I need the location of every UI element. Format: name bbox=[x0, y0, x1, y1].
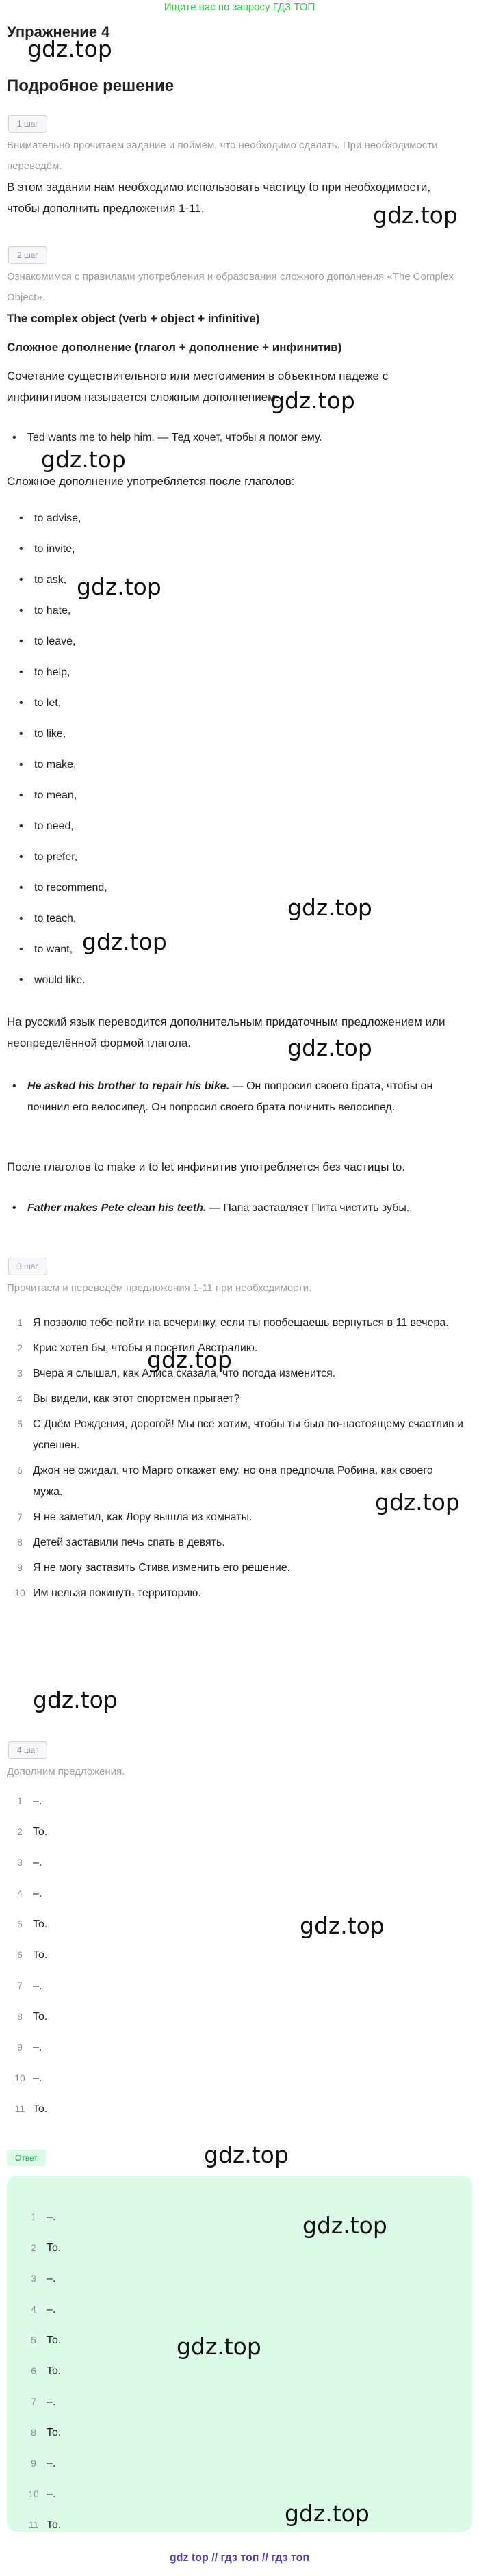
fill-number: 7 bbox=[17, 1980, 23, 1991]
watermark: gdz.top bbox=[300, 1912, 385, 1939]
fill-item bbox=[21, 2325, 61, 2356]
sentences-list bbox=[7, 1312, 465, 1608]
watermark: gdz.top bbox=[302, 2212, 387, 2239]
fill-answer: To. bbox=[33, 1826, 48, 1838]
fill-item bbox=[7, 1909, 47, 1940]
step-badge-4: 4 шаг bbox=[8, 1741, 47, 1759]
example-3-en: Father makes Pete clean his teeth. bbox=[27, 1202, 207, 1214]
watermark: gdz.top bbox=[270, 387, 355, 414]
fill-item bbox=[21, 2510, 61, 2540]
watermark: gdz.top bbox=[27, 36, 112, 62]
exercise-title: Упражнение 4 bbox=[7, 23, 110, 40]
fill-number: 4 bbox=[31, 2304, 36, 2315]
rule-heading-ru: Сложное дополнение (глагол + дополнение + инфинитив) bbox=[7, 341, 342, 354]
verb-item: • to prefer, bbox=[14, 842, 458, 872]
fill-answer: To. bbox=[33, 1918, 48, 1930]
sentence-item bbox=[7, 1583, 465, 1604]
verb-item: • to leave, bbox=[14, 626, 458, 657]
translation-note: На русский язык переводится дополнительным придаточным предложением или неопределённой формой глагола. bbox=[7, 1015, 445, 1050]
verb-item: • to make, bbox=[14, 749, 458, 780]
rule-definition: Сочетание существительного или местоимения в объектном падеже с инфинитивом называется сложным дополнением. bbox=[7, 369, 389, 404]
fill-item bbox=[21, 2263, 61, 2294]
verb-item: • to help, bbox=[14, 657, 458, 688]
watermark: gdz.top bbox=[285, 2500, 370, 2527]
example-2-ru: — Он попросил своего брата, чтобы он починил его велосипед. Он попросил своего брата починить велосипед. bbox=[27, 1080, 433, 1113]
fill-item bbox=[21, 2202, 61, 2233]
fill-number: 3 bbox=[31, 2273, 36, 2284]
example-2 bbox=[7, 1076, 465, 1118]
step3-note: Прочитаем и переведём предложения 1-11 при необходимости. bbox=[7, 1282, 312, 1294]
sentence-number: 5 bbox=[17, 1418, 23, 1429]
fill-item bbox=[21, 2356, 61, 2386]
fill-number: 2 bbox=[17, 1826, 23, 1837]
verb-item: • to like, bbox=[14, 718, 458, 749]
fill-item bbox=[21, 2448, 61, 2479]
fill-item bbox=[7, 2001, 47, 2032]
rule-heading-en: The complex object (verb + object + infinitive) bbox=[7, 312, 260, 325]
fill-number: 3 bbox=[17, 1857, 23, 1868]
sentence-item bbox=[7, 1557, 465, 1578]
example-1-text: • Ted wants me to help him. — Тед хочет, чтобы я помог ему. bbox=[7, 427, 465, 448]
top-banner[interactable]: Ищите нас по запросу ГДЗ ТОП bbox=[164, 1, 315, 13]
verb-item: • to teach, bbox=[14, 903, 458, 934]
sentence-text: С Днём Рождения, дорогой! Мы все хотим, чтобы ты был по-настоящему счастлив и успешен. bbox=[33, 1418, 463, 1451]
example-3 bbox=[7, 1197, 465, 1219]
sentence-number: 8 bbox=[17, 1537, 23, 1548]
fill-number: 4 bbox=[17, 1888, 23, 1899]
watermark: gdz.top bbox=[147, 1346, 232, 1373]
verb-item: • to want, bbox=[14, 934, 458, 965]
solution-title: Подробное решение bbox=[7, 77, 174, 95]
step-badge-3: 3 шаг bbox=[8, 1258, 47, 1275]
fill-number: 8 bbox=[31, 2427, 36, 2438]
fill-answer: –. bbox=[33, 1795, 42, 1807]
fill-number: 7 bbox=[31, 2396, 36, 2407]
fill-answer: To. bbox=[33, 2103, 48, 2115]
fill-item bbox=[7, 2063, 47, 2094]
verb-item: • to hate, bbox=[14, 595, 458, 626]
fill-answer: –. bbox=[47, 2396, 56, 2408]
fill-number: 1 bbox=[31, 2211, 36, 2222]
sentence-text: Я позволю тебе пойти на вечеринку, если ты пообещаешь вернуться в 11 вечера. bbox=[33, 1317, 449, 1329]
fill-number: 1 bbox=[17, 1795, 23, 1806]
sentence-text: Детей заставили печь спать в девять. bbox=[33, 1537, 225, 1548]
sentence-text: Я не заметил, как Лору вышла из комнаты. bbox=[33, 1511, 253, 1523]
fill-answer: –. bbox=[33, 1888, 42, 1899]
fill-answer: –. bbox=[47, 2211, 56, 2223]
fill-answer: –. bbox=[33, 2072, 42, 2084]
verb-item: • to advise, bbox=[14, 503, 458, 534]
watermark: gdz.top bbox=[82, 928, 167, 955]
footer-links[interactable]: gdz top // гдз топ // гдз топ bbox=[169, 2552, 310, 2564]
sentence-number: 4 bbox=[17, 1393, 23, 1404]
make-let-note: После глаголов to make и to let инфинитив употребляется без частицы to. bbox=[7, 1160, 406, 1173]
fill-number: 10 bbox=[14, 2072, 25, 2083]
sentence-text: Им нельзя покинуть территорию. bbox=[33, 1587, 201, 1599]
fill-item bbox=[7, 1847, 47, 1878]
sentence-item bbox=[7, 1388, 465, 1409]
watermark: gdz.top bbox=[204, 2142, 289, 2168]
fill-answer: To. bbox=[47, 2334, 62, 2346]
watermark: gdz.top bbox=[177, 2333, 261, 2360]
answer-list bbox=[21, 2202, 61, 2540]
fill-item bbox=[21, 2294, 61, 2325]
sentence-item bbox=[7, 1414, 465, 1456]
sentence-text: Крис хотел бы, чтобы я посетил Австралию. bbox=[33, 1342, 258, 1354]
watermark: gdz.top bbox=[373, 202, 458, 229]
sentence-item bbox=[7, 1363, 465, 1384]
fill-item bbox=[7, 1817, 47, 1847]
sentence-number: 3 bbox=[17, 1368, 23, 1379]
verb-item: • would like. bbox=[14, 965, 458, 996]
step4-note: Дополним предложения. bbox=[7, 1766, 125, 1778]
watermark: gdz.top bbox=[33, 1687, 118, 1713]
watermark: gdz.top bbox=[287, 1035, 372, 1061]
watermark: gdz.top bbox=[375, 1489, 460, 1515]
example-1 bbox=[7, 427, 465, 448]
sentence-number: 10 bbox=[14, 1587, 25, 1598]
verbs-intro: Сложное дополнение употребляется после глаголов: bbox=[7, 475, 295, 488]
sentence-item bbox=[7, 1312, 465, 1333]
fill-item bbox=[21, 2386, 61, 2417]
fill-number: 5 bbox=[17, 1918, 23, 1929]
fill-number: 8 bbox=[17, 2011, 23, 2022]
watermark: gdz.top bbox=[287, 894, 372, 921]
fill-item bbox=[7, 1878, 47, 1909]
fill-answer: –. bbox=[47, 2458, 56, 2469]
fill-item bbox=[21, 2417, 61, 2448]
sentence-number: 7 bbox=[17, 1511, 23, 1522]
fill-answer: To. bbox=[33, 1949, 48, 1961]
fill-number: 9 bbox=[31, 2458, 36, 2469]
fill-number: 11 bbox=[28, 2519, 39, 2530]
sentence-number: 1 bbox=[17, 1317, 23, 1328]
sentence-number: 6 bbox=[17, 1465, 23, 1476]
sentence-item bbox=[7, 1532, 465, 1553]
fill-number: 11 bbox=[14, 2103, 25, 2114]
fill-number: 9 bbox=[17, 2042, 23, 2053]
sentence-text: Вы видели, как этот спортсмен прыгает? bbox=[33, 1393, 240, 1405]
fill-answer: –. bbox=[47, 2488, 56, 2500]
sentence-item bbox=[7, 1338, 465, 1359]
fill-answer: –. bbox=[47, 2273, 56, 2285]
sentence-text: Вчера я слышал, как Алиса сказала, что погода изменится. bbox=[33, 1368, 336, 1379]
verb-item: • to invite, bbox=[14, 534, 458, 564]
fill-number: 10 bbox=[28, 2488, 39, 2499]
watermark: gdz.top bbox=[41, 446, 126, 473]
example-3-ru: — Папа заставляет Пита чистить зубы. bbox=[206, 1202, 410, 1214]
step1-note: Внимательно прочитаем задание и поймём, что необходимо сделать. При необходимости переведём. bbox=[7, 140, 438, 172]
watermark: gdz.top bbox=[77, 573, 161, 600]
fill-number: 2 bbox=[31, 2242, 36, 2253]
fill-answer: To. bbox=[47, 2427, 62, 2438]
sentence-text: Джон не ожидал, что Марго откажет ему, но она предпочла Робина, как своего мужа. bbox=[33, 1465, 433, 1498]
fill-number: 6 bbox=[31, 2365, 36, 2376]
step1-text: В этом задании нам необходимо использовать частицу to при необходимости, чтобы дополнить предложения 1-11. bbox=[7, 181, 431, 215]
fill-item bbox=[7, 1786, 47, 1817]
fill-item bbox=[7, 2032, 47, 2063]
sentence-number: 2 bbox=[17, 1342, 23, 1353]
verb-item: • to need, bbox=[14, 811, 458, 842]
fill-answer: To. bbox=[33, 2011, 48, 2022]
step-badge-1: 1 шаг bbox=[8, 115, 47, 133]
fills-list bbox=[7, 1786, 47, 2124]
sentence-number: 9 bbox=[17, 1562, 23, 1573]
fill-answer: –. bbox=[33, 1980, 42, 1992]
fill-answer: To. bbox=[47, 2242, 62, 2254]
fill-item bbox=[21, 2479, 61, 2510]
verb-item: • to recommend, bbox=[14, 872, 458, 903]
fill-answer: –. bbox=[47, 2304, 56, 2315]
fill-item bbox=[21, 2233, 61, 2263]
answer-badge: Ответ bbox=[7, 2150, 46, 2166]
fill-answer: To. bbox=[47, 2365, 62, 2377]
fill-answer: To. bbox=[47, 2519, 62, 2531]
fill-answer: –. bbox=[33, 2042, 42, 2053]
verb-item: • to let, bbox=[14, 688, 458, 718]
step2-note: Ознакомимся с правилами употребления и образования сложного дополнения «The Complex Object». bbox=[7, 271, 454, 303]
fill-number: 6 bbox=[17, 1949, 23, 1960]
step-badge-2: 2 шаг bbox=[8, 246, 47, 264]
verb-item: • to mean, bbox=[14, 780, 458, 811]
fill-item bbox=[7, 1940, 47, 1970]
sentence-text: Я не могу заставить Стива изменить его решение. bbox=[33, 1562, 291, 1574]
example-2-en: He asked his brother to repair his bike. bbox=[27, 1080, 230, 1092]
fill-answer: –. bbox=[33, 1857, 42, 1869]
verb-item: • to ask, bbox=[14, 564, 458, 595]
fill-number: 5 bbox=[31, 2334, 36, 2345]
fill-item bbox=[7, 2094, 47, 2124]
fill-item bbox=[7, 1970, 47, 2001]
